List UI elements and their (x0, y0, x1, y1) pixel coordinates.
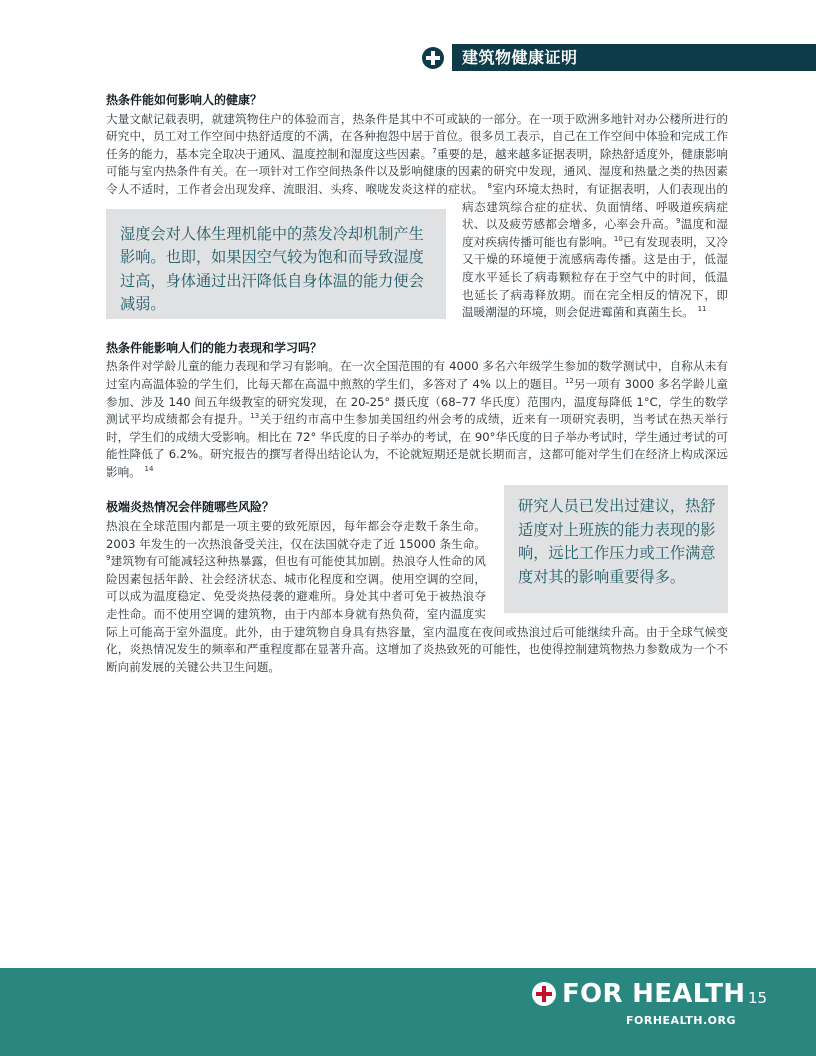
section-health (106, 92, 728, 322)
paragraph: 热条件对学龄儿童的能力表现和学习有影响。在一次全国范围的有 4000 多名六年级学生参加的数学测试中，自称从未有过室内高温体验的学生们，比每天都在高温中煎熬的学生们，多答对了 4% 以上的题目。$^{12}$另一项有 3000 多名学龄儿童参加、涉及 140 间五年级教室的研究发现，在 20-25° 摄氏度（68–77 华氏度）范围内，温度每降低 1°C，学生的数学测试平均成绩都会有提升。$^{13}$关于纽约市高中生参加美国纽约州会考的成绩，近来有一项研究表明，当考试在热天举行时，学生们的成绩大受影响。相比在 72° 华氏度的日子举办的考试，在 90°华氏度的日子举办考试时，学生通过考试的可能性降低了 6.2%。研究报告的撰写者得出结论认为，不论就短期还是就长期而言，这都可能对学生们在经济上构成深远影响。 $^{14}$ (106, 359, 728, 479)
footnote-ref: 9 (106, 554, 111, 563)
footnote-ref: 14 (144, 465, 154, 474)
for-health-logo: FOR HEALTH (562, 979, 746, 1009)
paragraph: 大量文献记载表明，就建筑物住户的体验而言，热条件是其中不可或缺的一部分。在一项于欧洲多地针对办公楼所进行的研究中，员工对工作空间中热舒适度的不满，在各种抱怨中居于首位。很多员工表示，自己在工作空间中体验和完成工作任务的能力，基本完全取决于通风、温度控制和湿度这些因素。$^7$重要的是，越来越多证据表明，除热舒适度外，健康影响可能与室内热条件有关。在一项针对工作空间热条件以及影响健康的因素的研究中发现，通风、湿度和热量之类的热因素令人不适时，工作者会出现发痒、流眼泪、头疼、喉咙发炎这样的症状。 湿度会对人体生理机能中的蒸发冷却机制产生影响。也即，如果因空气较为饱和而导致湿度过高，身体通过出汗降低自身体温的能力便会减弱。 $^8$室内环境太热时，有证据表明，人们表现出的病态建筑综合症的症状、负面情绪、呼吸道疾病症状、以及疲劳感都会增多，心率会升高。$^9$温度和湿度对疾病传播可能也有影响。$^{10}$已有发现表明，又冷又干燥的环境便于流感病毒传播。这是由于，低湿度水平延长了病毒颗粒存在于空气中的时间，低温也延长了病毒释放期。而在完全相反的情况下，即温暖潮湿的环境，则会促进霉菌和真菌生长。 $^{11}$ (106, 111, 728, 320)
footnote-ref: 10 (613, 234, 623, 243)
section-heading: 极端炎热情况会伴随哪些风险？ (106, 500, 275, 515)
health-cross-icon (422, 47, 444, 69)
footnote-ref: 12 (564, 377, 574, 386)
section-heading: 热条件能如何影响人的健康？ (106, 93, 263, 107)
footnote-ref: 8 (487, 182, 492, 191)
for-health-logo-cross-icon (532, 982, 556, 1006)
article-body (106, 92, 728, 676)
header-title: 建筑物健康证明 (462, 48, 578, 67)
footer-url[interactable]: FORHEALTH.ORG (626, 1014, 736, 1027)
pull-quote: 湿度会对人体生理机能中的蒸发冷却机制产生影响。也即，如果因空气较为饱和而导致湿度过高，身体通过出汗降低自身体温的能力便会减弱。 (106, 209, 446, 319)
pull-quote: 研究人员已发出过建议，热舒适度对上班族的能力表现的影响，远比工作压力或工作满意度对其的影响重要得多。 (504, 485, 728, 613)
section-performance (106, 340, 728, 482)
footnote-ref: 9 (675, 217, 681, 226)
footnote-ref: 11 (697, 305, 707, 314)
paragraph: 热浪在全球范围内都是一项主要的致死原因，每年都会夺走数千条生命。2003 年发生的一次热浪备受关注，仅在法国就夺走了近 15000 条生命。$^9$建筑物有可能减轻这种热暴露，但也有可能使其加剧。热浪夺人性命的风险因素包括年龄、社会经济状态、城市化程度和空调。使用空调的空间，可以成为温度稳定、免受炎热侵袭的避难所。身处其中者可免于被热浪夺走性命。而不使用空调的建筑物，由于内部本身就有热负荷，室内温度实际上可能高于室外温度。此外，由于建筑物自身具有热容量，室内温度在夜间或热浪过后可能继续升高。由于全球气候变化，炎热情况发生的频率和严重程度都在显著升高。这增加了炎热致死的可能性，也使得控制建筑物热力参数成为一个不断向前发展的关键公共卫生问题。 (106, 519, 728, 674)
footnote-ref: 13 (250, 412, 260, 421)
footnote-ref: 7 (432, 146, 437, 155)
page-number: 15 (748, 989, 768, 1007)
section-heading: 热条件能影响人们的能力表现和学习吗？ (106, 340, 323, 355)
